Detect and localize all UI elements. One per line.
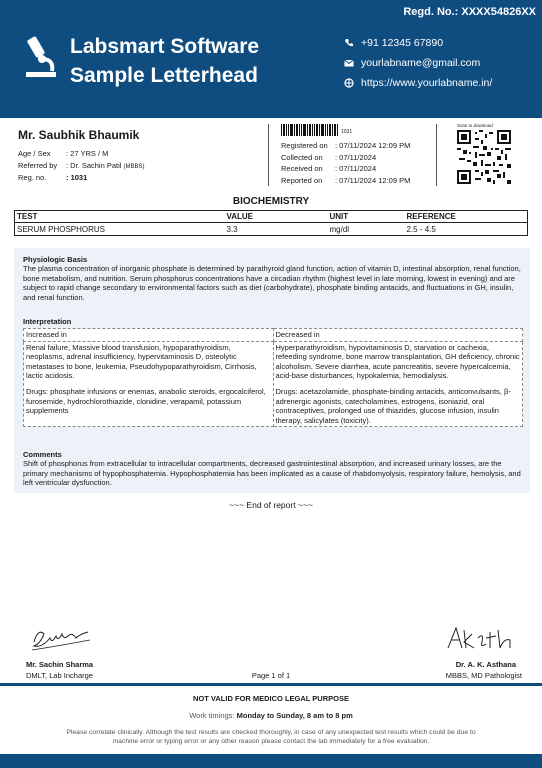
reported-value: : 07/11/2024 12:09 PM (335, 175, 411, 185)
divider (436, 124, 437, 186)
microscope-logo-icon (22, 35, 58, 79)
timings-label: Work timings: (189, 711, 235, 720)
comments-text: Shift of phosphorus from extracellular to intracellular compartments, decreased gastrointestinal absorption, and increased urinary losses, are the primary mechanisms of hypophosphatemia. Hypophosphatemia has been implicated as a cause of rhabdomyolysis, respiratory failure, hemolysis, and left ventricular dysfunction. (23, 459, 521, 488)
patient-info (18, 128, 268, 183)
physiologic-basis (23, 255, 523, 302)
reg-row (18, 171, 268, 183)
info-panel (14, 248, 530, 493)
email-address: yourlabname@gmail.com (361, 57, 481, 69)
age-sex-value: : 27 YRS / M (66, 148, 109, 158)
signature-right (444, 622, 520, 654)
interpretation-title: Interpretation (23, 317, 72, 326)
decreased-conditions: Hyperparathyroidism, hypovitaminosis D, starvation or cachexia, refeeding syndrome, bone marrow transplantation, GH deficiency, chronic alcoholism, Severe diarrhea, acute pancreatitis, severe hypercalcemia, acid-base disturbances, hypokalemia, hemodialysis. (275, 342, 520, 381)
increased-cell (24, 341, 274, 427)
letterhead-header (0, 0, 542, 118)
right-signatory-name: Dr. A. K. Asthana (455, 660, 516, 669)
column-header: VALUE (225, 211, 328, 223)
brand-name (70, 32, 259, 90)
contact-info (344, 33, 492, 93)
test-name: SERUM PHOSPHORUS (15, 223, 225, 236)
collected-value: : 07/11/2024 (335, 152, 377, 162)
referred-label: Referred by (18, 160, 58, 170)
increased-header: Increased in (24, 329, 274, 342)
patient-name: Mr. Saubhik Bhaumik (18, 128, 140, 142)
referred-degree: (MBBS) (123, 163, 145, 170)
basis-text: The plasma concentration of inorganic phosphate is determined by parathyroid gland function, action of vitamin D, intestinal absorption, renal function, bone metabolism, and nutrition. Serum phosphorus concentrations have a circadian rhythm (highest level in late morning, lowest in evening) and are subject to rapid change secondary to environmental factors such as diet (carbohydrate), phosphate binding antacids, and fluctuations in GH, insulin, and renal function. (23, 264, 521, 302)
registered-row (281, 140, 410, 152)
referred-value (66, 161, 145, 170)
page-number: Page 1 of 1 (251, 671, 291, 680)
collected-label: Collected on (281, 152, 323, 162)
barcode (281, 124, 339, 136)
footer-bar (0, 754, 542, 768)
barcode-number: 1031 (341, 129, 353, 135)
collected-row (281, 152, 410, 164)
registered-value: : 07/11/2024 12:09 PM (335, 141, 411, 151)
decreased-header: Decreased in (273, 329, 523, 342)
received-value: : 07/11/2024 (335, 164, 377, 174)
comments-title: Comments (23, 450, 62, 459)
results-table (14, 210, 528, 236)
referred-doctor: : Dr. Sachin Patil (66, 160, 122, 170)
phone-number: +91 12345 67890 (361, 37, 444, 49)
basis-title: Physiologic Basis (23, 255, 88, 264)
results-header-row (15, 211, 528, 223)
qr-label: Scan to download (457, 123, 493, 128)
table-row (15, 223, 528, 236)
age-sex-row (18, 147, 268, 159)
signature-left (28, 620, 98, 654)
age-sex-label: Age / Sex (18, 148, 51, 158)
timings-value: Monday to Sunday, 8 am to 8 pm (236, 711, 353, 720)
email-row (344, 53, 492, 73)
left-signatory-name: Mr. Sachin Sharma (26, 660, 94, 669)
footer-divider (0, 683, 542, 686)
right-signatory-degree: MBBS, MD Pathologist (445, 671, 522, 680)
reported-label: Reported on (281, 175, 323, 185)
registered-label: Registered on (281, 141, 328, 151)
qr-code[interactable] (457, 130, 511, 184)
reg-label: Reg. no. (18, 172, 47, 182)
work-timings (0, 711, 542, 720)
comments (23, 450, 523, 488)
registration-number: Regd. No.: XXXX54826XX (403, 6, 536, 18)
report-dates (281, 140, 410, 186)
column-header: REFERENCE (405, 211, 528, 223)
interpretation-table (23, 328, 523, 427)
test-reference: 2.5 - 4.5 (405, 223, 528, 236)
left-signatory-degree: DMLT, Lab Incharge (26, 671, 93, 680)
phone-icon (344, 38, 354, 48)
brand-line-1: Labsmart Software (70, 35, 260, 58)
increased-conditions: Renal failure, Massive blood transfusion, hypoparathyroidism, neoplasms, adrenal insufficiency, hypervitaminosis D, osteolytic metastases to bone, leukemia, Pseudohypoparathyroidism, Cirrhosis, lactic acidosis. (26, 342, 257, 381)
reg-value: : 1031 (66, 172, 88, 182)
legal-notice: NOT VALID FOR MEDICO LEGAL PURPOSE (193, 694, 349, 703)
received-label: Received on (281, 164, 323, 174)
received-row (281, 163, 410, 175)
envelope-icon (344, 58, 354, 68)
website-row (344, 73, 492, 93)
column-header: TEST (15, 211, 225, 223)
section-title: BIOCHEMISTRY (232, 196, 310, 207)
end-of-report: ~~~ End of report ~~~ (229, 500, 313, 510)
interpretation (23, 317, 523, 427)
column-header: UNIT (328, 211, 405, 223)
decreased-drugs: Drugs: acetazolamide, phosphate-binding antacids, anticonvulsants, β-adrenergic agonists, catecholamines, estrogens, isoniazid, oral contraceptives, prolonged use of thiazides, glucose infusion, insulin therapy, salicylates (toxicity). (275, 386, 511, 425)
increased-drugs: Drugs: phosphate infusions or enemas, anabolic steroids, ergocalciferol, furosemide, hydrochlorothiazide, clonidine, verapamil, potassium supplements (26, 386, 266, 416)
divider (268, 124, 269, 186)
website-url: https://www.yourlabname.in/ (361, 77, 493, 89)
disclaimer: Please correlate clinically. Although the test results are checked thoroughly, in case of any unexpected test results which could be due to machine error or typing error or any other reason please contact the lab immediately for a free evaluation. (66, 729, 476, 745)
globe-icon (344, 78, 354, 88)
referred-row (18, 159, 268, 171)
test-unit: mg/dl (328, 223, 405, 236)
test-value: 3.3 (225, 223, 328, 236)
phone-row (344, 33, 492, 53)
reported-row (281, 175, 410, 187)
brand-line-2: Sample Letterhead (70, 64, 258, 87)
decreased-cell (273, 341, 523, 427)
